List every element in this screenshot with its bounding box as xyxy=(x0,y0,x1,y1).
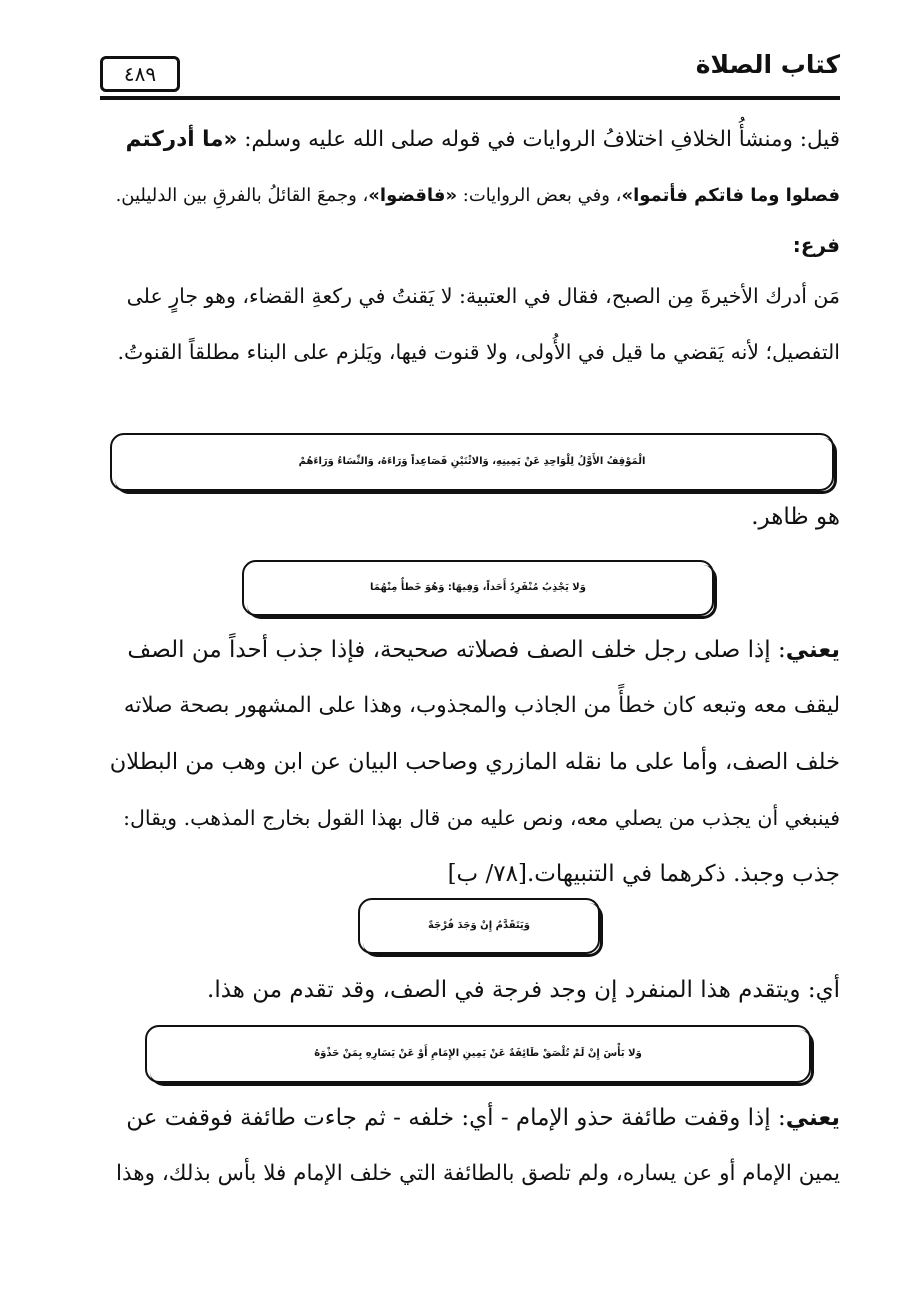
lead-word: يعني xyxy=(785,637,840,663)
text-line: فينبغي أن يجذب من يصلي معه، ونص عليه من قال بهذا القول بخارج المذهب. ويقال: xyxy=(123,806,840,830)
hadith-quote: فصلوا وما فاتكم فأتموا» xyxy=(621,185,840,206)
matn-box-mawqif: الْمَوْقِفُ الأَوَّلُ لِلْوَاحِدِ عَنْ يَمِينِهِ، وَالاثْنَيْنِ فَصَاعِداً وَرَاءَهُ، وَالنِّسَاءُ وَرَاءَهُمْ xyxy=(110,433,834,491)
text-line xyxy=(110,112,840,168)
note-ay xyxy=(110,962,840,1018)
paragraph-yani-1 xyxy=(110,622,840,902)
paragraph-man-adraka xyxy=(110,268,840,380)
matn-box-la-basa: وَلا بَأْسَ إِنْ لَمْ تُلْصَقْ طَائِفَةٌ عَنْ يَمِينِ الإِمَامِ أَوْ عَنْ يَسَارِهِ بِمَنْ حَذْوَهُ xyxy=(145,1025,811,1083)
text-line: يمين الإمام أو عن يساره، ولم تلصق بالطائفة التي خلف الإمام فلا بأس بذلك، وهذا xyxy=(116,1161,840,1186)
text-line: التفصيل؛ لأنه يَقضي ما قيل في الأُولى، ولا قنوت فيها، ويَلزم على البناء مطلقاً القنوتُ. xyxy=(117,340,840,364)
text-line xyxy=(110,622,840,678)
hadith-quote: «فاقضوا» xyxy=(368,185,458,206)
hadith-quote: «ما أدركتم xyxy=(125,127,238,152)
matn-box-yataqaddam: وَيَتَقَدَّمُ إِنْ وَجَدَ فُرْجَةً xyxy=(358,898,600,954)
text-line: أي: ويتقدم هذا المنفرد إن وجد فرجة في الصف، وقد تقدم من هذا. xyxy=(207,977,840,1003)
text-line: هو ظاهر. xyxy=(751,504,840,530)
text-line: خلف الصف، وأما على ما نقله المازري وصاحب البيان عن ابن وهب من البطلان xyxy=(109,749,840,775)
header-rule xyxy=(100,96,840,100)
text-line: مَن أدرك الأخيرةَ مِن الصبح، فقال في العتبية: لا يَقنتُ في ركعةِ القضاء، وهو جارٍ على xyxy=(126,284,840,308)
section-heading-far: فرع: xyxy=(792,233,840,257)
text-span: قيل: ومنشأُ الخلافِ اختلافُ الروايات في قوله صلى الله عليه وسلم: xyxy=(237,127,840,152)
text-span: : إذا صلى رجل خلف الصف فصلاته صحيحة، فإذا جذب أحداً من الصف xyxy=(127,637,786,663)
matn-box-la-yajdhib: وَلا يَجْذِبُ مُنْفَرِدٌ أَحَداً، وَفِيهَا: وَهُوَ خَطأٌ مِنْهُمَا xyxy=(242,560,714,616)
text-span: ، وفي بعض الروايات: xyxy=(457,185,622,206)
text-line: ليقف معه وتبعه كان خطأً من الجاذب والمجذوب، وهذا على المشهور بصحة صلاته xyxy=(123,693,840,718)
text-line: جذب وجبذ. ذكرهما في التنبيهات.[٧٨/ ب] xyxy=(447,861,840,887)
page-header xyxy=(100,50,840,100)
page-number: ٤٨٩ xyxy=(100,56,180,92)
paragraph-yani-2 xyxy=(110,1090,840,1202)
text-span: : إذا وقفت طائفة حذو الإمام - أي: خلفه - ثم جاءت طائفة فوقفت عن xyxy=(126,1105,786,1131)
text-line xyxy=(110,1090,840,1146)
text-span: ، وجمعَ القائلُ بالفرقِ بين الدليلين. xyxy=(115,185,369,206)
text-line xyxy=(110,168,840,224)
lead-word: يعني xyxy=(785,1105,840,1131)
paragraph-qila xyxy=(110,112,840,224)
book-title: كتاب الصلاة xyxy=(695,50,840,79)
note-zahir xyxy=(110,489,840,545)
